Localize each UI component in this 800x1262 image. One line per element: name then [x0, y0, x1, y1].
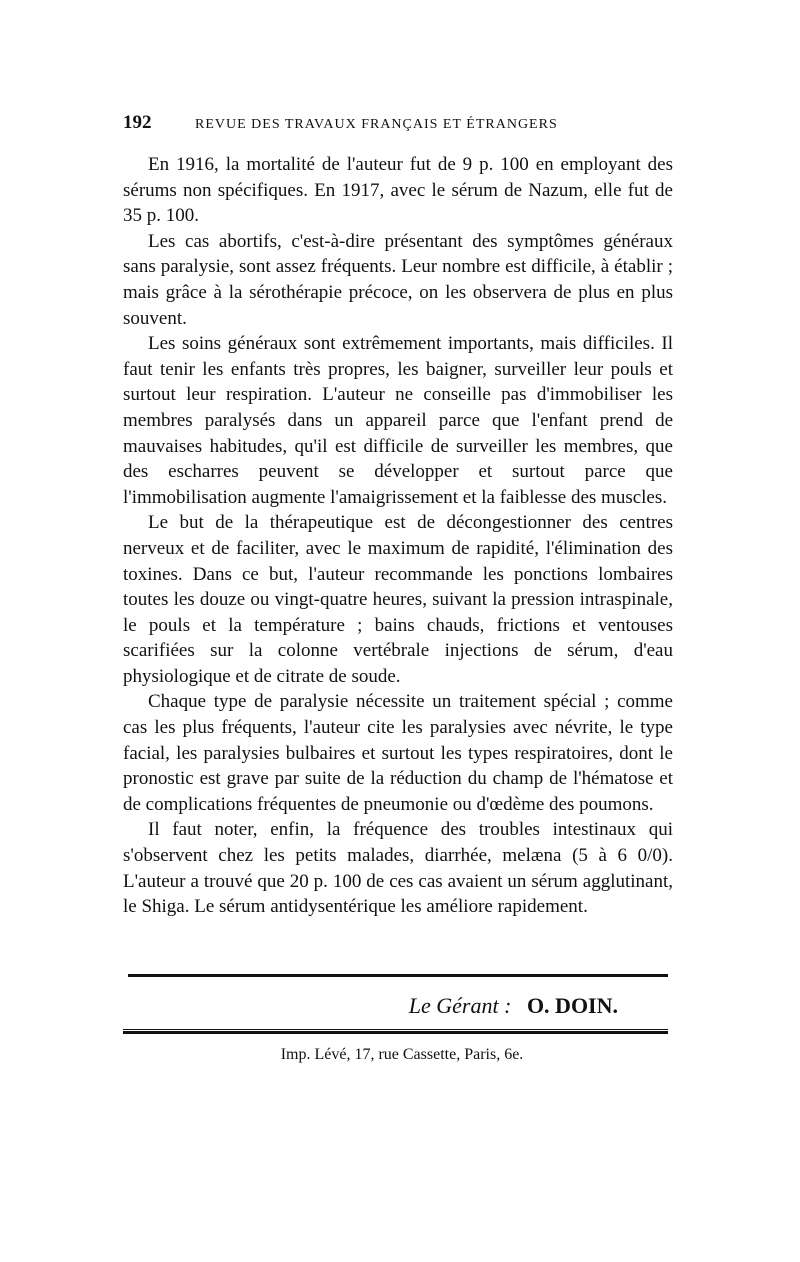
journal-title: REVUE DES TRAVAUX FRANÇAIS ET ÉTRANGERS	[195, 117, 558, 132]
paragraph-5: Chaque type de paralysie nécessite un traitement spécial ; comme cas les plus fréquents, l'auteur cite les paralysies avec névrite, le type facial, les paralysies bulbaires et surtout les types respiratoires, dont le pronostic est grave par suite de la réduction du champ de l'hématose et de complications fréquentes de pneumonie ou d'œdème des poumons.	[123, 691, 673, 815]
paragraph-1: En 1916, la mortalité de l'auteur fut de 9 p. 100 en employant des sérums non spécifiques. En 1917, avec le sérum de Nazum, elle fut de 35 p. 100.	[123, 154, 673, 227]
bottom-divider-rule	[123, 1029, 668, 1034]
printer-imprint: Imp. Lévé, 17, rue Cassette, Paris, 6e.	[280, 1045, 524, 1063]
signature-name: O. DOIN.	[526, 992, 618, 1018]
page-number: 192	[123, 112, 152, 133]
signature-line	[123, 993, 673, 1027]
paragraph-4: Le but de la thérapeutique est de décongestionner des centres nerveux et de faciliter, avec le maximum de rapidité, l'élimination des toxines. Dans ce but, l'auteur recommande les ponctions lombaires toutes les douze ou vingt-quatre heures, suivant la pression intraspinale, le pouls et la température ; bains chauds, frictions et ventouses scarifiées sur la colonne vertébrale injections de sérum, d'eau physiologique et de citrate de soude.	[123, 512, 673, 687]
document-page	[123, 112, 673, 1064]
paragraph-2: Les cas abortifs, c'est-à-dire présentant des symptômes généraux sans paralysie, sont assez fréquents. Leur nombre est difficile, à établir ; mais grâce à la sérothérapie précoce, on les observera de plus en plus souvent.	[123, 230, 673, 329]
running-header	[123, 112, 673, 142]
paragraph-6: Il faut noter, enfin, la fréquence des troubles intestinaux qui s'observent chez les petits malades, diarrhée, melæna (5 à 6 0/0). L'auteur a trouvé que 20 p. 100 de ces cas avaient un sérum agglutinant, le Shiga. Le sérum antidysentérique les améliore rapidement.	[123, 819, 673, 918]
article-body	[123, 152, 673, 920]
paragraph-3: Les soins généraux sont extrêmement importants, mais difficiles. Il faut tenir les enfants très propres, les baigner, surveiller leur pouls et surtout leur respiration. L'auteur ne conseille pas d'immobiliser les membres paralysés dans un appareil parce que l'enfant prend de mauvaises habitudes, qu'il est difficile de surveiller les membres, que des escharres peuvent se développer et surtout parce que l'immobilisation augmente l'amaigrissement et la faiblesse des muscles.	[123, 333, 673, 508]
top-divider-rule	[128, 974, 668, 977]
signature-label: Le Gérant :	[408, 992, 512, 1018]
